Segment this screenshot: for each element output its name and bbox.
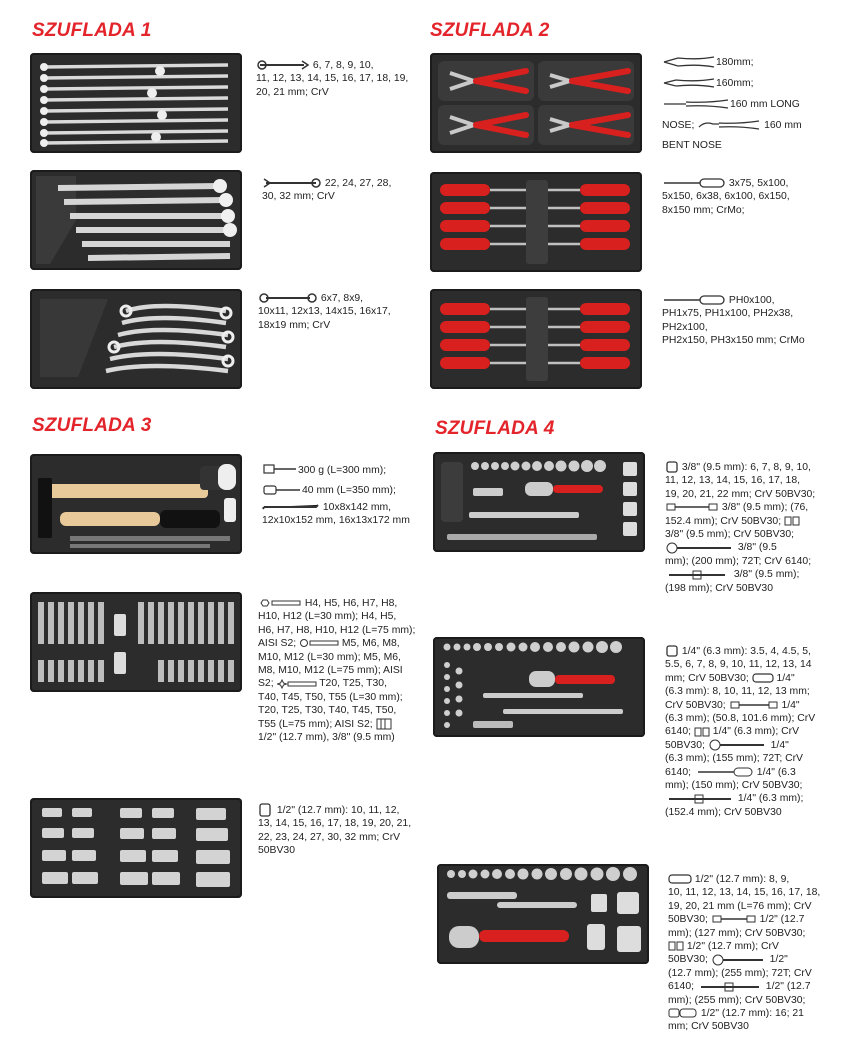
drawer-3-deep-socket-spec: 1/2" (12.7 mm): 10, 11, 12, 13, 14, 15, 16, 17, 18, 19, 20, 21, 22, 23, 24, 27, 30, 32 mm; CrV 50BV30: [258, 804, 412, 856]
drawer-1-heading: SZUFLADA 1: [32, 20, 152, 41]
combination-wrench-icon: [256, 59, 310, 71]
drawer-4-heading: SZUFLADA 4: [435, 418, 555, 439]
chisel-icon: [262, 501, 320, 513]
drawer-2-heading: SZUFLADA 2: [430, 20, 550, 41]
extension-bar-icon: [665, 502, 719, 512]
universal-joint-icon: [668, 940, 684, 952]
socket-set-3-8-image: [433, 452, 645, 552]
drawer-2-flat-screwdriver-spec: 3x75, 5x100, 5x150, 6x38, 6x100, 6x150, 8x150 mm; CrMo;: [662, 178, 790, 216]
bits-image: [30, 592, 242, 692]
hammer-icon: [262, 463, 298, 477]
spline-bit-icon: [299, 638, 339, 648]
side-cutter-icon: [662, 76, 716, 90]
deep-socket-tray: [30, 798, 242, 898]
combination-wrench-tray-small: [30, 53, 242, 153]
flat-screwdrivers-image: [430, 172, 642, 272]
socket-set-1-4-tray: [433, 637, 645, 737]
socket-set-3-8-tray: [433, 452, 645, 552]
flat-screwdriver-tray: [430, 172, 642, 272]
hammers-and-chisels-image: [30, 454, 242, 554]
pliers-image: [430, 53, 642, 153]
spinner-handle-icon: [694, 766, 754, 778]
drawer-4-socket-set-3-8-spec: 3/8" (9.5 mm): 6, 7, 8, 9, 10, 11, 12, 13, 14, 15, 16, 17, 18, 19, 20, 21, 22 mm; CrV 50BV30; 3/8" (9.5 mm); (76, 152.4 mm); CrV 50BV30; 3/8" (9.5 mm); CrV 50BV30; 3/8" (9.5 mm); (200 mm); 72T; CrV 6140; 3/8" (9.5 mm); (198 mm); CrV 50BV30: [665, 462, 816, 594]
drawer-4-socket-set-1-2-spec: 1/2" (12.7 mm): 8, 9, 10, 11, 12, 13, 14, 15, 16, 17, 18, 19, 20, 21 mm (L=76 mm); CrV 50BV30; 1/2" (12.7 mm); (127 mm); CrV 50BV30; 1/2" (12.7 mm); CrV 50BV30; 1/2" (12.7 mm); (255 mm); 72T; CrV 6140; 1/2" (12.7 mm); (255 mm); CrV 50BV30; 1/2" (12.7 mm): 16; 21 mm; CrV 50BV30: [668, 874, 821, 1033]
phillips-screwdrivers-image: [430, 289, 642, 389]
ring-wrench-tray: [30, 289, 242, 389]
phillips-screwdriver-tray: [430, 289, 642, 389]
universal-joint-icon: [784, 515, 800, 527]
torx-bit-icon: [277, 679, 317, 689]
ratchet-icon: [708, 739, 768, 751]
rubber-mallet-icon: [262, 483, 302, 497]
t-bar-icon: [665, 793, 735, 805]
drawer-3-bits-spec: H4, H5, H6, H7, H8, H10, H12 (L=30 mm); H4, H5, H6, H7, H8, H10, H12 (L=75 mm); AISI S2; M5, M6, M8, M10, M12 (L=30 mm); M5, M6, M8, M10, M12 (L=75 mm); AISI S2; T20, T25, T30, T40, T45, T50, T55 (L=30 mm); T20, T25, T30, T40, T45, T50, T55 (L=75 mm); AISI S2; 1/2" (12.7 mm), 3/8" (9.5 mm): [258, 598, 416, 744]
socket-icon: [665, 645, 679, 657]
ratchet-icon: [665, 542, 735, 554]
long-nose-pliers-icon: [662, 97, 730, 111]
spark-plug-socket-icon: [668, 1007, 698, 1019]
drawer-1-wrench-spec: 6, 7, 8, 9, 10, 11, 12, 13, 14, 15, 16, 17, 18, 19, 20, 21 mm; CrV: [256, 60, 409, 98]
flat-screwdriver-icon: [662, 177, 726, 189]
phillips-screwdriver-icon: [662, 294, 726, 306]
socket-icon: [665, 461, 679, 473]
large-wrenches-image: [30, 170, 242, 270]
drawer-3-hammer-chisel-spec: 300 g (L=300 mm); 40 mm (L=350 mm); 10x8x142 mm, 12x10x152 mm, 16x13x172 mm: [262, 465, 410, 527]
drawer-1-ring-wrench-spec: 6x7, 8x9, 10x11, 12x13, 14x15, 16x17, 18x19 mm; CrV: [258, 293, 391, 331]
ring-wrench-icon: [258, 292, 318, 304]
pliers-tray: [430, 53, 642, 153]
ratchet-icon: [711, 954, 767, 966]
deep-socket-icon: [752, 672, 774, 684]
drawer-2-phillips-screwdriver-spec: PH0x100, PH1x75, PH1x100, PH2x38, PH2x100, PH2x150, PH3x150 mm; CrMo: [662, 295, 805, 347]
combination-wrenches-image: [30, 53, 242, 153]
combination-wrench-tray-large: [30, 170, 242, 270]
drawer-4-socket-set-1-4-spec: 1/4" (6.3 mm): 3.5, 4, 4.5, 5, 5.5, 6, 7, 8, 9, 10, 11, 12, 13, 14 mm; CrV 50BV30; 1/4" (6.3 mm): 8, 10, 11, 12, 13 mm; CrV 50BV30; 1/4" (6.3 mm); (50.8, 101.6 mm); CrV 6140; 1/4" (6.3 mm); CrV 50BV30; 1/4" (6.3 mm); (155 mm); 72T; CrV 6140; 1/4" (6.3 mm); (150 mm); CrV 50BV30; 1/4" (6.3 mm); (152.4 mm); CrV 50BV30: [665, 646, 816, 818]
bit-tray: [30, 592, 242, 692]
hammer-chisel-tray: [30, 454, 242, 554]
hex-bit-icon: [258, 598, 302, 608]
universal-joint-icon: [694, 726, 710, 738]
deep-socket-icon: [258, 803, 274, 817]
socket-set-1-2-image: [437, 864, 649, 964]
extension-bar-icon: [729, 700, 779, 710]
drawer-2-pliers-spec: 180mm; 160mm; 160 mm LONG NOSE; 160 mm BENT NOSE: [662, 56, 802, 151]
drawer-3-heading: SZUFLADA 3: [32, 415, 152, 436]
bent-nose-pliers-icon: [697, 118, 761, 132]
t-bar-icon: [697, 981, 763, 993]
socket-set-1-4-image: [433, 637, 645, 737]
deep-sockets-image: [30, 798, 242, 898]
pliers-icon: [662, 55, 716, 69]
drawer-1-large-wrench-spec: 22, 24, 27, 28, 30, 32 mm; CrV: [262, 178, 392, 203]
combination-wrench-icon: [262, 177, 322, 189]
deep-socket-icon: [668, 873, 692, 885]
bit-adapter-icon: [376, 718, 392, 730]
t-bar-icon: [665, 569, 731, 581]
socket-set-1-2-tray: [437, 864, 649, 964]
extension-bar-icon: [711, 914, 757, 924]
double-ring-wrenches-image: [30, 289, 242, 389]
